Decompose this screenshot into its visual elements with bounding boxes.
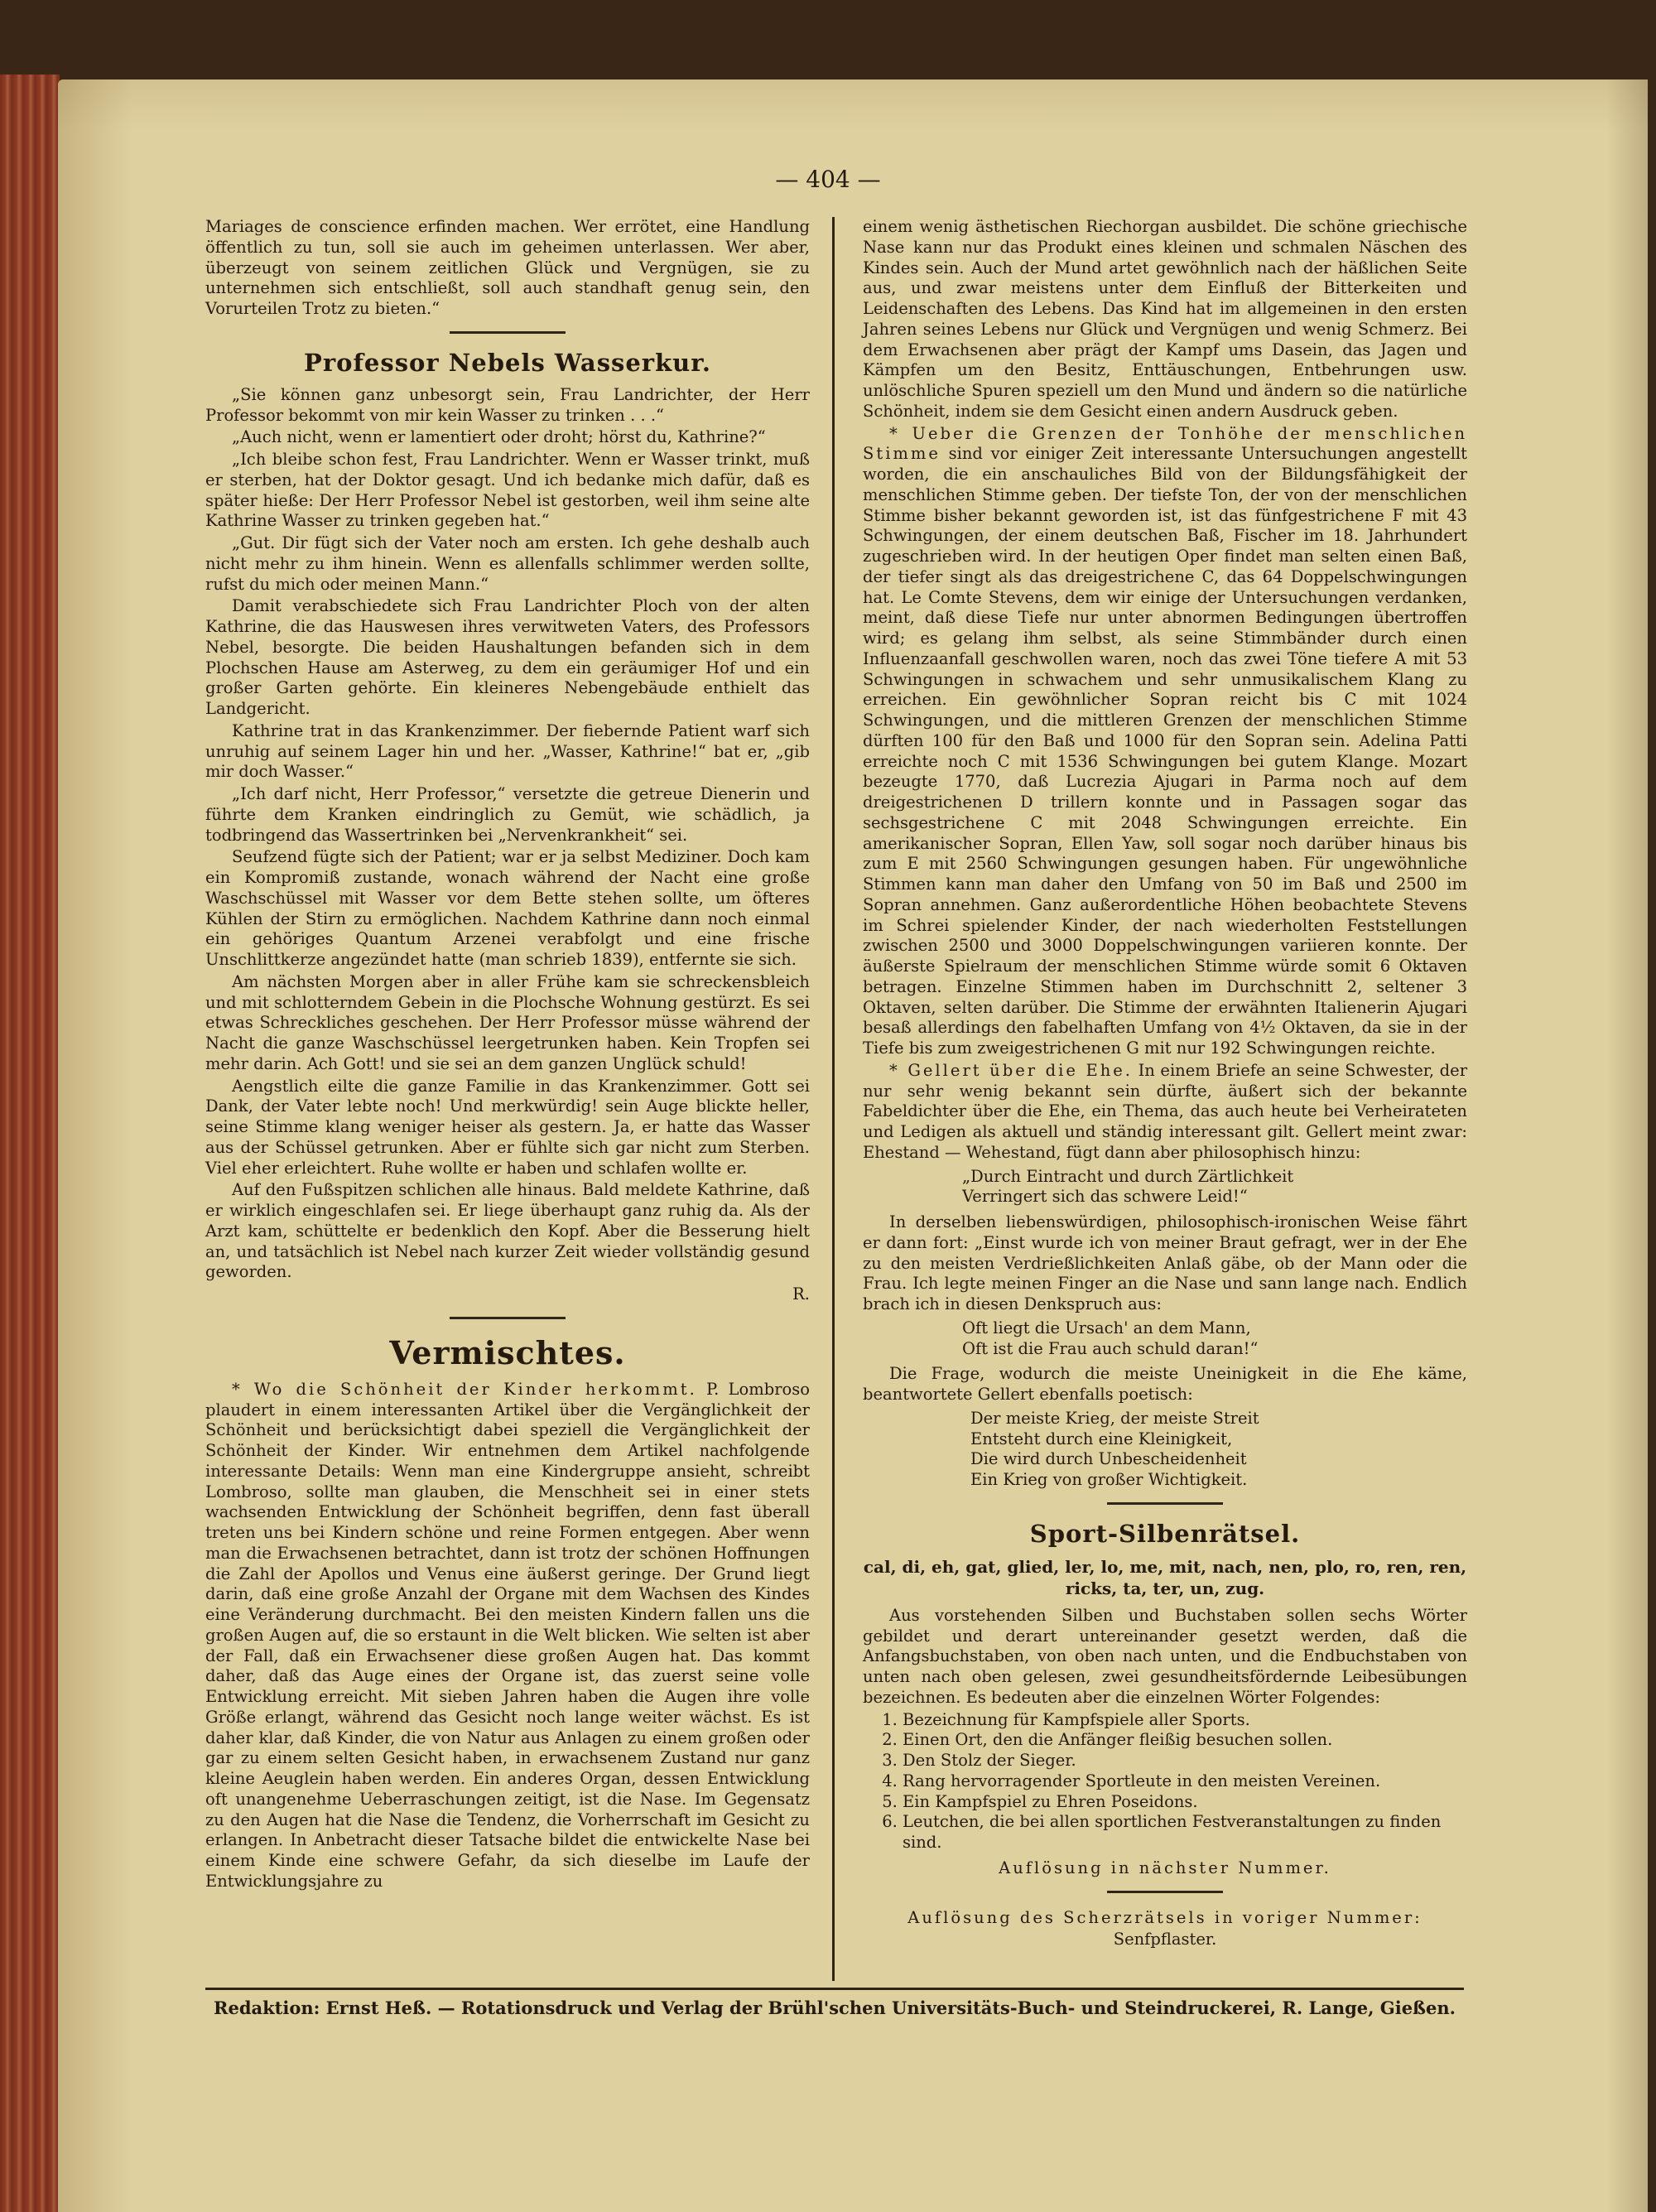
misc-item-text: P. Lombroso plaudert in einem interessanten Artikel über die Vergänglichkeit der Schönheit und berücksichtigt dabei speziell die Vergänglichkeit der Schönheit der Kinder. Wir entnehmen dem Artikel nachfolgende interessante Details: Wenn man eine Kindergruppe ansieht, schreibt Lombroso, sollte man glauben, die Menschheit sei in einer stets wachsenden Entwicklung der Schönheit begriffen, denn fast überall treten uns bei Kindern schöne und reine Formen entgegen. Aber wenn man die Erwachsenen betrachtet, dann ist trotz der schönen Hoffnungen die Zahl der Apollos und Venus eine äußerst geringe. Der Grund liegt darin, daß eine große Anzahl der Organe mit dem Wachsen des Kindes eine Veränderung durchmacht. Bei den meisten Kindern fallen uns die großen Augen auf, die so erstaunt in die Welt blicken. Wie selten ist aber der Fall, daß ein Erwachsener diese großen Augen hat. Das kommt daher, daß das Auge eines der Organe ist, das zuerst seine volle Entwicklung erreicht. Mit sieben Jahren haben die Augen ihre volle Größe erlangt, während das Gesicht noch lange weiter wächst. Es ist daher klar, daß Kinder, die von Natur aus Anlagen zu einem großen oder gar zu einem selten Gesicht haben, in erwachsenem Zustand nur ganz kleine Aeuglein haben werden. Ein anderes Organ, dessen Entwicklung oft unangenehme Ueberraschungen zeitigt, ist die Nase. Im Gegensatz zu den Augen hat die Nase die Tendenz, die Vorherrschaft im Gesicht zu erlangen. In Anbetracht dieser Tatsache bildet die entwickelte Nase bei einem Kinde eine schwere Gefahr, da sich dieselbe im Laufe der Entwicklungsjahre zu (205, 1379, 811, 1891)
left-column (205, 217, 810, 1894)
story-title: Professor Nebels Wasserkur. (304, 348, 711, 377)
page-number: — 404 — (775, 166, 881, 193)
imprint-footer: Redaktion: Ernst Heß. — Rotationsdruck und Verlag der Brühl'schen Universitäts-Buch- und Steindruckerei, R. Lange, Gießen. (214, 1998, 1456, 2018)
gellert-verse-3 (863, 1409, 1467, 1491)
story-paragraph: Auf den Fußspitzen schlichen alle hinaus. Bald meldete Kathrine, daß er wirklich eingeschlafen sei. Er liege überhaupt ganz ruhig da. Als der Arzt kam, schüttelte er bedenklich den Kopf. Aber die Besserung hielt an, und tatsächlich ist Nebel nach kurzer Zeit wieder vollständig gesund geworden. (205, 1180, 810, 1282)
story-paragraph: Am nächsten Morgen aber in aller Frühe kam sie schreckensbleich und mit schlotterndem Gebein in die Plochsche Wohnung gestürzt. Es sei etwas Schreckliches geschehen. Der Herr Professor müsse während der Nacht die ganze Waschschüssel leergetrunken haben. Kein Tropfen sei mehr darin. Ach Gott! und sie sei an dem ganzen Unglück schuld! (205, 971, 810, 1073)
puzzle-clue: 5. Ein Kampfspiel zu Ehren Poseidons. (903, 1792, 1467, 1813)
page-shadow (1606, 80, 1656, 2212)
puzzle-solution-next: Auflösung in nächster Nummer. (999, 1858, 1331, 1877)
story-paragraph: „Sie können ganz unbesorgt sein, Frau Landrichter, der Herr Professor bekommt von mir kein Wasser zu trinken . . .“ (205, 384, 810, 425)
section-divider (450, 331, 566, 334)
puzzle-clue: 6. Leutchen, die bei allen sportlichen Festveranstaltungen zu finden sind. (903, 1812, 1467, 1853)
gellert-text: In einem Briefe an seine Schwester, der nur sehr wenig bekannt sein dürfte, äußert sich der bekannte Fabeldichter über die Ehe, ein Thema, das auch heute bei Verheirateten und Ledigen als aktuell und ständig interessant gilt. Gellert meint zwar: Ehestand — Wehestand, fügt dann aber philosophisch hinzu: (863, 1060, 1468, 1162)
story-paragraph: „Ich bleibe schon fest, Frau Landrichter. Wenn er Wasser trinkt, muß er sterben, hat der Doktor gesagt. Und ich bedanke mich dafür, daß es später hieße: Der Herr Professor Nebel ist gestorben, weil ihm seine alte Kathrine Wasser zu trinken gegeben hat.“ (205, 450, 810, 531)
puzzle-clue: 2. Einen Ort, den die Anfänger fleißig besuchen sollen. (903, 1730, 1467, 1751)
previous-solution: Senfpflaster. (1113, 1930, 1217, 1949)
section-divider (450, 1317, 566, 1319)
verse-line: Verringert sich das schwere Leid!“ (962, 1187, 1248, 1207)
story-paragraph: Damit verabschiedete sich Frau Landrichter Ploch von der alten Kathrine, die das Hauswesen ihres verwitweten Vaters, des Professors Nebel, besorgte. Die beiden Haushaltungen befanden sich in dem Plochschen Hause am Asterweg, zu dem ein geräumiger Hof und ein großer Garten gehörte. Ein kleineres Nebengebäude enthielt das Landgericht. (205, 596, 810, 718)
footer-rule (205, 1988, 1464, 1990)
verse-line: „Durch Eintracht und durch Zärtlichkeit (962, 1166, 1294, 1186)
puzzle-intro: Aus vorstehenden Silben und Buchstaben sollen sechs Wörter gebildet und derart untereinander gesetzt werden, daß die Anfangsbuchstaben, von oben nach unten, und die Endbuchstaben von unten nach oben gelesen, zwei gesundheitsfördernde Leibesübungen bezeichnen. Es bedeuten aber die einzelnen Wörter Folgendes: (863, 1605, 1467, 1707)
gellert-verse-1 (863, 1167, 1467, 1208)
misc-item-heading: * Wo die Schönheit der Kinder herkommt. (232, 1379, 697, 1399)
voice-item (863, 424, 1467, 1059)
story-signature: R. (792, 1284, 810, 1304)
voice-text: sind vor einiger Zeit interessante Untersuchungen angestellt worden, die ein anschauliches Bild von der Bildungsfähigkeit der menschlichen Stimme geben. Der tiefste Ton, der von der menschlichen Stimme bisher bekannt geworden ist, ist das fünfgestrichene F mit 43 Schwingungen, der einem deutschen Baß, Fischer im 18. Jahrhundert zugeschrieben wird. In der heutigen Oper findet man selten einen Baß, der tiefer singt als das dreigestrichene C, das 64 Doppelschwingungen hat. Le Comte Stevens, dem wir einige der Untersuchungen verdanken, meint, daß diese Tiefe nur unter abnormen Bedingungen übertroffen wird; es gelang ihm selbst, als seine Stimmbänder durch einen Influenzaanfall geschwollen waren, noch das zwei Töne tiefere A mit 53 Schwingungen in schwachem und sehr unmusikalischem Klang zu erreichen. Ein gewöhnlicher Sopran reicht bis C mit 1024 Schwingungen, und die mittleren Grenzen der menschlichen Stimme dürften 100 für den Baß und 1000 für den Sopran sein. Adelina Patti erreichte noch C mit 1536 Schwingungen bei gutem Klange. Mozart bezeugte 1770, daß Lucrezia Ajugari in Parma noch auf dem dreigestrichenen D trillern konnte und in Passagen sogar das sechsgestrichene C mit 2048 Schwingungen erreichte. Ein amerikanischer Sopran, Ellen Yaw, soll sogar noch darüber hinaus bis zum E mit 2560 Schwingungen gesungen haben. Für ungewöhnliche Stimmen kann man daher den Umfang von 50 im Baß und 2500 im Sopran annehmen. Ganz außerordentliche Höhen beobachtete Stevens im Schrei spielender Kinder, der nach wiederholten Feststellungen zwischen 2500 und 3000 Doppelschwingungen variieren konnte. Der äußerste Spielraum der menschlichen Stimme würde somit 6 Oktaven betragen. Einzelne Stimmen haben im Durchschnitt 2, seltener 3 Oktaven, selten darüber. Die Stimme der erwähnten Italienerin Ajugari besaß allerdings den fabelhaften Umfang von 4½ Oktaven, da sie in der Tiefe bis zum zweigestrichenen G mit nur 192 Schwingungen reichte. (863, 444, 1468, 1058)
verse-line: Entsteht durch eine Kleinigkeit, (970, 1429, 1233, 1448)
previous-solution-label: Auflösung des Scherzrätsels in voriger Nummer: (907, 1907, 1423, 1927)
story-paragraph: Seufzend fügte sich der Patient; war er ja selbst Mediziner. Doch kam ein Kompromiß zustande, wonach während der Nacht eine große Waschschüssel mit Wasser vor dem Bette stehen sollte, um öfteres Kühlen der Stirn zu ermöglichen. Nachdem Kathrine dann noch einmal ein gehöriges Quantum Arzenei verabfolgt und eine frische Unschlittkerze angezündet hatte (man schrieb 1839), entfernte sie sich. (205, 847, 810, 969)
puzzle-clue-list (863, 1710, 1467, 1853)
gellert-text-2: In derselben liebenswürdigen, philosophisch-ironischen Weise fährt er dann fort: „Einst wurde ich von meiner Braut gefragt, wer in der Ehe zu den meisten Verdrießlichkeiten Anlaß gäbe, ob der Mann oder die Frau. Ich legte meinen Finger an die Nase und sann lange nach. Endlich brach ich in diesen Denkspruch aus: (863, 1212, 1467, 1313)
voice-heading: * Ueber die Grenzen der Tonhöhe der menschlichen Stimme (863, 423, 1467, 464)
column-rule (832, 217, 835, 1981)
story-paragraph: „Gut. Dir fügt sich der Vater noch am ersten. Ich gehe deshalb auch nicht mehr zu ihm hinein. Wenn es allenfalls schlimmer werden sollte, rufst du mich oder meinen Mann.“ (205, 533, 810, 594)
story-paragraph: Kathrine trat in das Krankenzimmer. Der fiebernde Patient warf sich unruhig auf seinem Lager hin und her. „Wasser, Kathrine!“ bat er, „gib mir doch Wasser.“ (205, 720, 810, 782)
verse-line: Die wird durch Unbescheidenheit (970, 1449, 1247, 1469)
verse-line: Oft ist die Frau auch schuld daran!“ (962, 1338, 1259, 1358)
misc-section-title: Vermischtes. (389, 1333, 626, 1371)
section-divider (1107, 1502, 1223, 1505)
section-divider (1107, 1891, 1223, 1893)
puzzle-syllables: cal, di, eh, gat, glied, ler, lo, me, mit, nach, nen, plo, ro, ren, ren, ricks, ta, ter, un, zug. (863, 1556, 1467, 1598)
page-stack-edge (0, 75, 60, 2212)
puzzle-clue: 4. Rang hervorragender Sportleute in den meisten Vereinen. (903, 1771, 1467, 1792)
gellert-verse-2 (863, 1318, 1467, 1360)
right-column (863, 217, 1467, 1952)
continuation-paragraph: einem wenig ästhetischen Riechorgan ausbildet. Die schöne griechische Nase kann nur das Produkt eines kleinen und schmalen Näschen des Kindes sein. Auch der Mund artet gewöhnlich nach der häßlichen Seite aus, und zwar meistens unter dem Einfluß der Bitterkeiten und Leidenschaften des Lebens. Das Kind hat im allgemeinen in den ersten Jahren seines Lebens nur Glück und Vergnügen und wenig Schmerz. Bei dem Erwachsenen aber prägt der Kampf ums Dasein, das Jagen und Kämpfen um den Besitz, Enttäuschungen, Entbehrungen usw. unlöschliche Spuren speziell um den Mund und ändern so die natürliche Schönheit, indem sie dem Gesicht einen andern Ausdruck geben. (863, 217, 1467, 421)
puzzle-clue: 3. Den Stolz der Sieger. (903, 1751, 1467, 1771)
verse-line: Ein Krieg von großer Wichtigkeit. (970, 1470, 1248, 1489)
gellert-text-3: Die Frage, wodurch die meiste Uneinigkeit in die Ehe käme, beantwortete Gellert ebenfalls poetisch: (863, 1364, 1467, 1404)
puzzle-title: Sport-Silbenrätsel. (1029, 1519, 1301, 1548)
story-paragraph: Aengstlich eilte die ganze Familie in das Krankenzimmer. Gott sei Dank, der Vater lebte noch! Und merkwürdig! sein Auge blickte heller, seine Stimme klang weniger heiser als gestern. Ja, er hatte das Wasser aus der Schüssel getrunken. Aber er fühlte sich gar nicht zum Sterben. Viel eher erleichtert. Ruhe wollte er haben und schlafen wollte er. (205, 1076, 810, 1178)
gellert-heading: * Gellert über die Ehe. (889, 1060, 1133, 1080)
story-paragraph: „Auch nicht, wenn er lamentiert oder droht; hörst du, Kathrine?“ (232, 427, 766, 447)
intro-paragraph: Mariages de conscience erfinden machen. Wer errötet, eine Handlung öffentlich zu tun, soll sie auch im geheimen unterlassen. Wer aber, überzeugt von seinem zeitlichen Glück und Vergnügen, sie zu unternehmen sich entschließt, soll auch standhaft genug sein, den Vorurteilen Trotz zu bieten.“ (205, 217, 810, 318)
gellert-item (863, 1061, 1467, 1164)
story-paragraph: „Ich darf nicht, Herr Professor,“ versetzte die getreue Dienerin und führte dem Kranken eindringlich zu Gemüt, wie schädlich, ja todbringend das Wassertrinken bei „Nervenkrankheit“ sei. (205, 784, 810, 845)
verse-line: Oft liegt die Ursach' an dem Mann, (962, 1318, 1251, 1337)
verse-line: Der meiste Krieg, der meiste Streit (970, 1408, 1259, 1428)
misc-item (205, 1380, 810, 1892)
puzzle-clue: 1. Bezeichnung für Kampfspiele aller Sports. (903, 1710, 1467, 1731)
